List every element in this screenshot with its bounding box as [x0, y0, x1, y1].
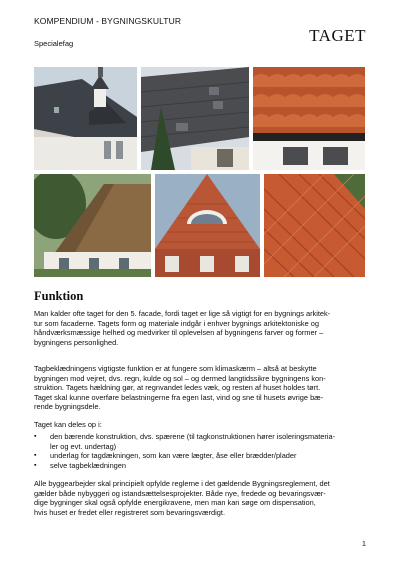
slate-roof-villa-photo [34, 67, 137, 170]
paragraph-line: bygningen mod vejret, dvs. regn, kulde og sol – og dermed langtidssikre bygningens kon- [34, 373, 326, 383]
paragraph-line: gælder både nybyggeri og istandsættelsesprojekter. Både nye, fredede og bevaringsvær- [34, 488, 326, 498]
paragraph-line: bygningens personlighed. [34, 337, 119, 347]
document-subtitle: Specialefag [34, 39, 74, 48]
paragraph-line: rende bygningsdele. [34, 402, 101, 411]
tiled-roof-lunette-window-photo [155, 174, 260, 277]
page-number: 1 [361, 539, 366, 548]
section-heading: Funktion [34, 289, 84, 303]
paragraph-line: Man kalder ofte taget for den 5. facade, fordi taget er lige så vigtigt for en bygnings arkitek- [34, 309, 331, 318]
red-tile-closeup-photo [264, 174, 365, 277]
paragraph-line: Taget skal kunne overføre belastningerne fra egen last, vind og sne til husets øvrige bæ- [34, 392, 324, 402]
paragraph-line: Tagbeklædningens vigtigste funktion er at fungere som klimaskærm – altså at beskytte [34, 364, 317, 373]
list-intro: Taget kan deles op i: [34, 420, 102, 429]
list-item-continuation: ler og evt. undertag) [50, 441, 117, 451]
list-item: ▪ underlag for tagdækningen, som kan være lægter, åse eller brædder/plader [34, 451, 335, 461]
list-item: ▪ selve tagbeklædningen [34, 461, 335, 471]
section-title: TAGET [309, 26, 366, 45]
paragraph-line: dige bygninger skal også opfylde energikravene, men man kan søge om dispensation, [34, 498, 316, 507]
red-pantile-eaves-photo [253, 67, 365, 170]
paragraph-line: tur som facaderne. Tagets form og materiale indgår i enhver bygnings arkitektoniske og [34, 318, 319, 328]
list-item: ▪ den bærende konstruktion, dvs. spærene (til tagkonstruktionen hører isoleringsmateria- [34, 432, 335, 442]
paragraph-line: hvis huset er fredet eller registreret som bevaringsværdigt. [34, 507, 226, 517]
function-paragraph [34, 364, 368, 412]
thatched-roof-house-photo [34, 174, 151, 277]
roof-parts-list [34, 432, 335, 470]
paragraph-line: håndværksmæssige helhed og medvirker til oplevelsen af bygningens farver og former – [34, 328, 324, 337]
paragraph-line: Alle byggearbejder skal principielt opfylde reglerne i det gældende Bygningsreglement, det [34, 479, 330, 488]
photo-grid [34, 67, 365, 277]
intro-paragraph [34, 309, 368, 347]
regulations-paragraph [34, 479, 368, 517]
compendium-title: KOMPENDIUM - BYGNINGSKULTUR [34, 16, 182, 26]
dark-tile-roof-dormers-photo [141, 67, 249, 170]
paragraph-line: struktion. Tagets hældning gør, at regnvandet ledes væk, og resten af huset holdes tørt. [34, 383, 321, 392]
